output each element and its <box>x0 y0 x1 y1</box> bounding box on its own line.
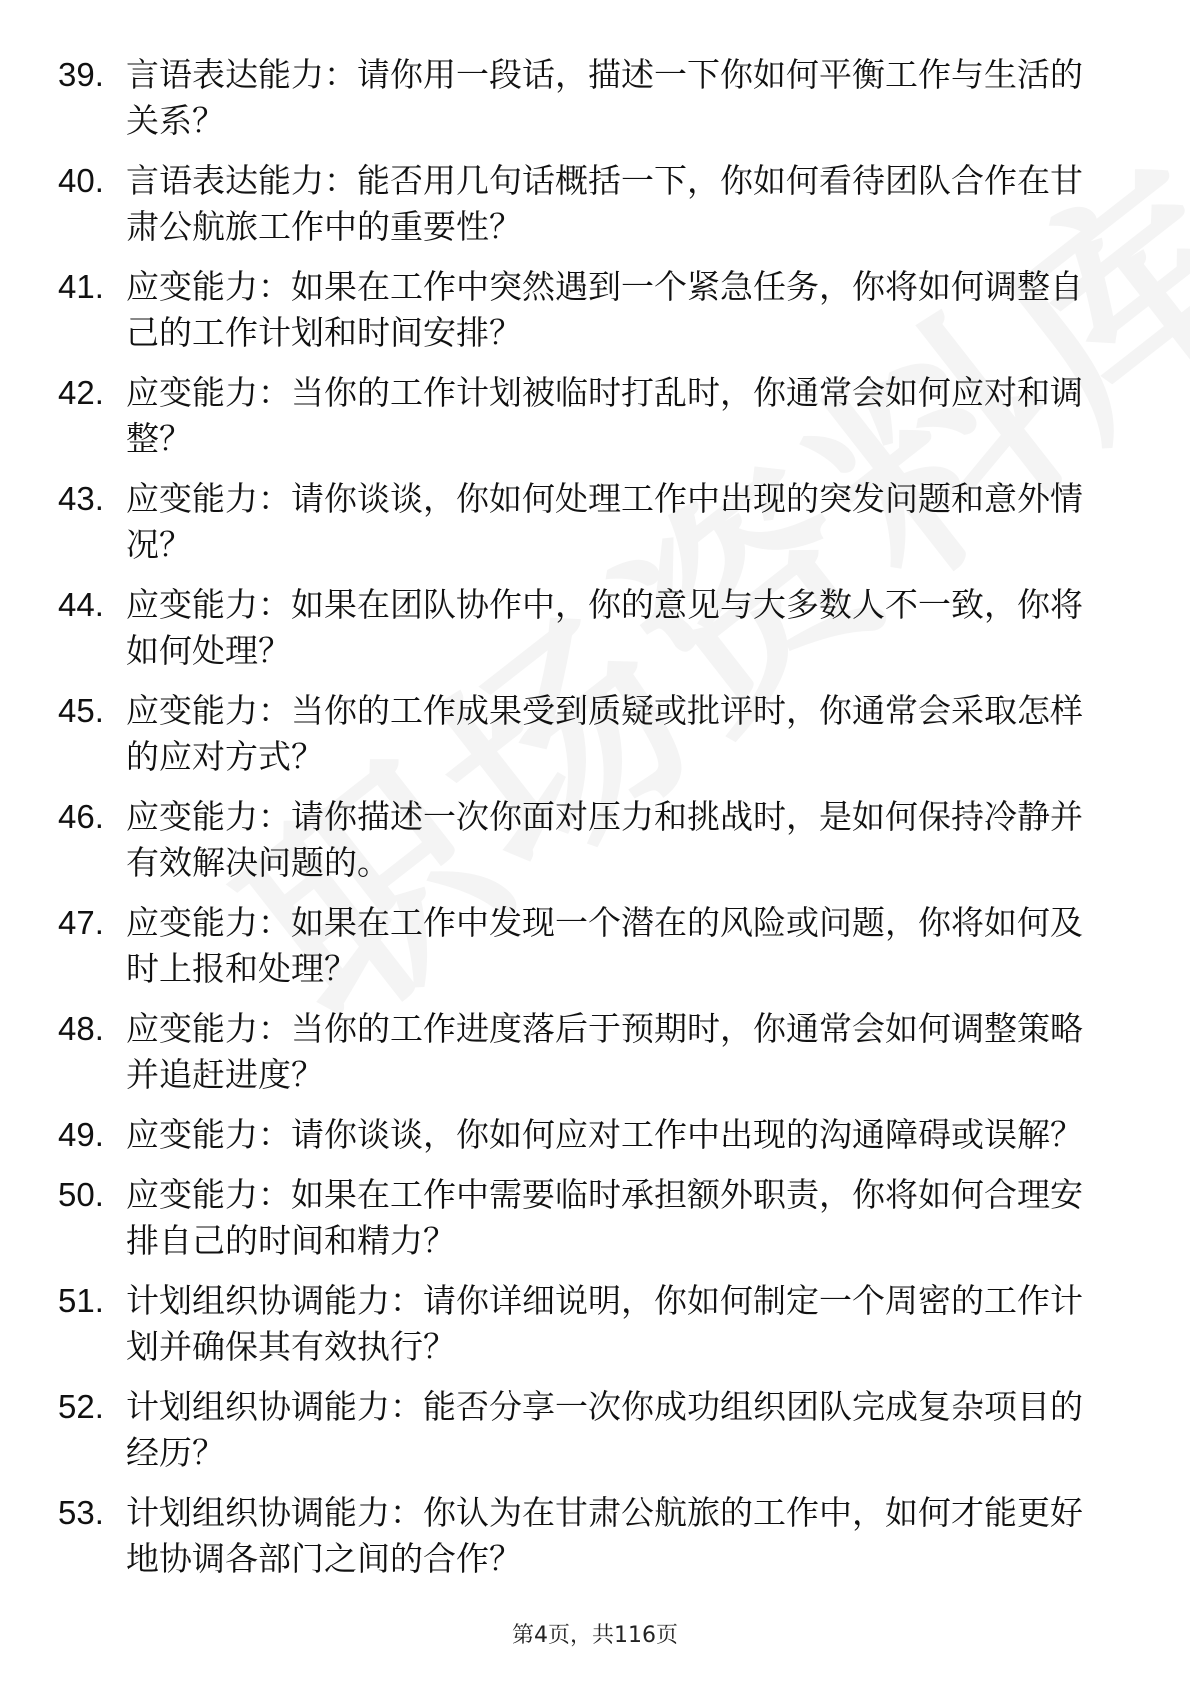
question-item <box>58 794 1108 886</box>
question-number: 43. <box>58 480 104 517</box>
question-number: 47. <box>58 904 104 941</box>
question-item <box>58 1112 1108 1158</box>
question-text: 应变能力：如果在工作中需要临时承担额外职责，你将如何合理安排自己的时间和精力？ <box>126 1175 1083 1260</box>
question-text: 计划组织协调能力：请你详细说明，你如何制定一个周密的工作计划并确保其有效执行？ <box>126 1281 1083 1366</box>
question-number: 53. <box>58 1494 104 1531</box>
question-item <box>58 52 1108 144</box>
question-item <box>58 1384 1108 1476</box>
question-number: 52. <box>58 1388 104 1425</box>
question-item <box>58 582 1108 674</box>
question-text: 应变能力：当你的工作成果受到质疑或批评时，你通常会采取怎样的应对方式？ <box>126 691 1083 776</box>
question-text: 言语表达能力：请你用一段话，描述一下你如何平衡工作与生活的关系？ <box>126 55 1083 140</box>
page-footer <box>0 1618 1190 1649</box>
question-number: 39. <box>58 56 104 93</box>
question-item <box>58 158 1108 250</box>
question-text: 应变能力：当你的工作进度落后于预期时，你通常会如何调整策略并追赶进度？ <box>126 1009 1083 1094</box>
question-number: 46. <box>58 798 104 835</box>
question-number: 41. <box>58 268 104 305</box>
question-item <box>58 264 1108 356</box>
question-list <box>58 52 1108 1596</box>
question-text: 应变能力：如果在工作中突然遇到一个紧急任务，你将如何调整自己的工作计划和时间安排？ <box>126 267 1083 352</box>
question-text: 言语表达能力：能否用几句话概括一下，你如何看待团队合作在甘肃公航旅工作中的重要性？ <box>126 161 1083 246</box>
question-item <box>58 476 1108 568</box>
question-number: 44. <box>58 586 104 623</box>
question-item <box>58 370 1108 462</box>
question-text: 计划组织协调能力：能否分享一次你成功组织团队完成复杂项目的经历？ <box>126 1387 1083 1472</box>
page-number: 第4页，共116页 <box>512 1623 678 1648</box>
question-number: 40. <box>58 162 104 199</box>
question-item <box>58 1490 1108 1582</box>
question-text: 应变能力：如果在工作中发现一个潜在的风险或问题，你将如何及时上报和处理？ <box>126 903 1083 988</box>
question-item <box>58 1172 1108 1264</box>
question-number: 51. <box>58 1282 104 1319</box>
question-number: 48. <box>58 1010 104 1047</box>
question-item <box>58 1006 1108 1098</box>
question-text: 应变能力：如果在团队协作中，你的意见与大多数人不一致，你将如何处理？ <box>126 585 1083 670</box>
question-text: 应变能力：请你描述一次你面对压力和挑战时，是如何保持冷静并有效解决问题的。 <box>126 797 1083 882</box>
question-item <box>58 688 1108 780</box>
question-item <box>58 900 1108 992</box>
question-number: 49. <box>58 1116 104 1153</box>
question-text: 计划组织协调能力：你认为在甘肃公航旅的工作中，如何才能更好地协调各部门之间的合作？ <box>126 1493 1083 1578</box>
question-number: 50. <box>58 1176 104 1213</box>
question-text: 应变能力：当你的工作计划被临时打乱时，你通常会如何应对和调整？ <box>126 373 1083 458</box>
question-item <box>58 1278 1108 1370</box>
question-text: 应变能力：请你谈谈，你如何处理工作中出现的突发问题和意外情况？ <box>126 479 1083 564</box>
question-number: 45. <box>58 692 104 729</box>
question-text: 应变能力：请你谈谈，你如何应对工作中出现的沟通障碍或误解？ <box>126 1115 1083 1154</box>
question-number: 42. <box>58 374 104 411</box>
